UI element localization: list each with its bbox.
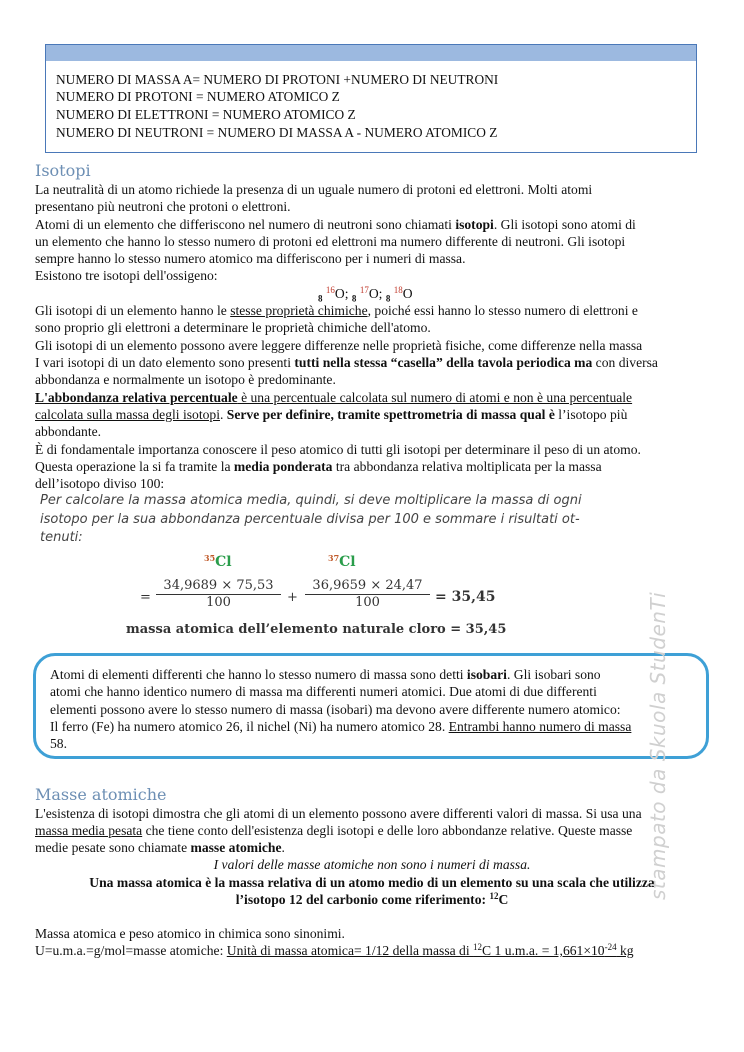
isobari-line-5: 58.	[50, 736, 67, 751]
element-symbol: Cl	[215, 554, 232, 570]
text-span: . Gli isotopi sono atomi di	[493, 217, 636, 232]
denominator: 100	[355, 595, 380, 610]
atomic-number: 8	[385, 293, 391, 304]
isotopi-paragraph-7a	[35, 389, 632, 406]
definition-electrons: NUMERO DI ELETTRONI = NUMERO ATOMICO Z	[56, 107, 356, 122]
isobari-line-2: atomi che hanno identico numero di massa ma differenti numeri atomici. Due atomi di due differenti	[50, 684, 597, 699]
underlined-phrase: è una percentuale calcolata sul numero di atomi e non è una percentuale	[237, 390, 633, 405]
figure-text-line-3: tenuti:	[40, 530, 83, 545]
underlined-phrase: Entrambi hanno numero di massa	[448, 719, 632, 734]
chlorine-35-label	[204, 554, 232, 570]
text-span: .	[281, 840, 285, 855]
isobari-line-1	[50, 666, 601, 683]
separator: ;	[344, 286, 349, 301]
numerator: 34,9689 × 75,53	[156, 578, 281, 595]
mass-number: 35	[204, 553, 216, 563]
text-span: Unità di massa atomica= 1/12 della massa di	[226, 943, 474, 958]
term-media-ponderata: media ponderata	[233, 459, 333, 474]
atomic-number: 8	[351, 293, 357, 304]
term-isotopi: isotopi	[455, 217, 494, 232]
masse-atomiche-heading: Masse atomiche	[35, 785, 167, 804]
separator: ;	[378, 286, 383, 301]
numerator: 36,9659 × 24,47	[305, 578, 430, 595]
element-symbol: O	[402, 286, 413, 301]
text-span: .	[219, 407, 227, 422]
text-span: l’isotopo più	[554, 407, 628, 422]
masse-italic-note: I valori delle masse atomiche non sono i numeri di massa.	[213, 857, 531, 872]
isotopi-paragraph-5: Gli isotopi di un elemento possono avere leggere differenze nelle proprietà fisiche, come differenze nella massa	[35, 338, 643, 353]
isotopi-paragraph-8: È di fondamentale importanza conoscere il peso atomico di tutti gli isotopi per determinare il peso di un atomo.	[35, 442, 641, 457]
isotopi-paragraph-4b: sono proprio gli elettroni a determinare le proprietà chimiche dell'atomo.	[35, 320, 431, 335]
masse-line-2	[35, 822, 632, 839]
fraction-chlorine-35	[156, 578, 281, 610]
element-symbol: O	[368, 286, 379, 301]
watermark	[646, 540, 686, 910]
element-symbol: O	[334, 286, 345, 301]
watermark-text: stampato da Skuola StudenTi	[646, 591, 670, 900]
isotopi-paragraph-2c: sempre hanno lo stesso numero atomico ma differiscono per i numeri di massa.	[35, 251, 466, 266]
text-span: C 1 u.m.a. = 1,661×10	[482, 943, 605, 958]
isotopi-paragraph-3: Esistono tre isotopi dell'ossigeno:	[35, 268, 218, 283]
isotopi-paragraph-1b: presentano più neutroni che protoni o elettroni.	[35, 199, 291, 214]
underlined-phrase: calcolata sulla massa degli isotopi	[35, 407, 220, 422]
masse-uma-line	[35, 942, 634, 959]
text-span: . Gli isobari sono	[506, 667, 601, 682]
mass-number: 12	[473, 942, 483, 952]
masse-synonyms: Massa atomica e peso atomico in chimica sono sinonimi.	[35, 926, 345, 941]
mass-number: 18	[393, 285, 403, 295]
figure-caption: massa atomica dell’elemento naturale cloro = 35,45	[126, 622, 507, 637]
text-span: Atomi di elementi differenti che hanno lo stesso numero di massa sono detti	[50, 667, 467, 682]
text-span: Atomi di un elemento che differiscono nel numero di neutroni sono chiamati	[35, 217, 456, 232]
equals-sign: =	[140, 590, 151, 605]
isotopi-paragraph-7b	[35, 406, 627, 423]
text-span: Il ferro (Fe) ha numero atomico 26, il nichel (Ni) ha numero atomico 28.	[50, 719, 449, 734]
isotopi-paragraph-9a	[35, 458, 602, 475]
term-isobari: isobari	[466, 667, 507, 682]
definitions-header-bar	[46, 45, 696, 61]
underlined-phrase: massa media pesata	[35, 823, 143, 838]
isotopi-paragraph-1a: La neutralità di un atomo richiede la presenza di un uguale numero di protoni ed elettroni. Molti atomi	[35, 182, 593, 197]
text-span: con diversa	[592, 355, 658, 370]
bold-phrase: tutti nella stessa “casella” della tavola periodica ma	[294, 355, 593, 370]
fraction-chlorine-37	[305, 578, 430, 610]
definition-mass-number: NUMERO DI MASSA A= NUMERO DI PROTONI +NUMERO DI NEUTRONI	[56, 72, 499, 87]
bold-phrase: Serve per definire, tramite spettrometria di massa qual è	[226, 407, 555, 422]
element-symbol: Cl	[339, 554, 356, 570]
masse-definition-line-1: Una massa atomica è la massa relativa di un atomo medio di un elemento su una scala che utilizza	[89, 875, 655, 890]
definition-neutrons: NUMERO DI NEUTRONI = NUMERO DI MASSA A - NUMERO ATOMICO Z	[56, 125, 498, 140]
isotopi-paragraph-7c: abbondante.	[35, 424, 102, 439]
isobari-line-3: elementi possono avere lo stesso numero di massa (isobari) ma devono avere differente numero atomico:	[50, 702, 621, 717]
text-span: U=u.m.a.=g/mol=masse atomiche:	[35, 943, 227, 958]
element-symbol: C	[498, 892, 509, 907]
isotopi-paragraph-9b: dell’isotopo diviso 100:	[35, 476, 165, 491]
masse-line-1: L'esistenza di isotopi dimostra che gli atomi di un elemento possono avere differenti valori di massa. Si usa una	[35, 806, 642, 821]
text-span: Questa operazione la si fa tramite la	[35, 459, 234, 474]
text-span: Gli isotopi di un elemento hanno le	[35, 303, 231, 318]
isotopi-paragraph-4a	[35, 302, 638, 319]
mass-number: 17	[359, 285, 369, 295]
term-masse-atomiche: masse atomiche	[190, 840, 282, 855]
isotopi-paragraph-6b: abbondanza e normalmente un isotopo è predominante.	[35, 372, 336, 387]
text-span: l’isotopo 12 del carbonio come riferimento:	[235, 892, 487, 907]
plus-sign: +	[287, 590, 298, 605]
text-span: I vari isotopi di un dato elemento sono presenti	[35, 355, 295, 370]
isotopi-paragraph-2b: un elemento che hanno lo stesso numero di protoni ed elettroni ma numero differente di neutroni. Gli isotopi	[35, 234, 626, 249]
denominator: 100	[206, 595, 231, 610]
masse-definition-line-2	[0, 891, 744, 908]
figure-text-line-1: Per calcolare la massa atomica media, quindi, si deve moltiplicare la massa di ogni	[40, 493, 582, 508]
definitions-box	[45, 44, 697, 153]
mass-number: 16	[325, 285, 335, 295]
text-span: kg	[616, 943, 634, 958]
isobari-line-4	[50, 718, 631, 735]
figure-text-line-2: isotopo per la sua abbondanza percentuale divisa per 100 e sommare i risultati ot-	[40, 512, 580, 527]
isotopi-heading: Isotopi	[35, 161, 91, 180]
chlorine-calculation-figure	[38, 490, 582, 640]
text-span: tra abbondanza relativa moltiplicata per la massa	[332, 459, 602, 474]
uma-definition	[227, 943, 634, 958]
text-span: medie pesate sono chiamate	[35, 840, 191, 855]
atomic-number: 8	[318, 293, 323, 304]
definition-protons: NUMERO DI PROTONI = NUMERO ATOMICO Z	[56, 89, 340, 104]
text-span: che tiene conto dell'esistenza degli isotopi e delle loro abbondanze relative. Queste masse	[142, 823, 633, 838]
masse-line-3	[35, 839, 285, 856]
mass-number: 37	[328, 553, 340, 563]
chlorine-37-label	[328, 554, 356, 570]
exponent: -24	[604, 942, 617, 952]
mass-number: 12	[489, 891, 499, 901]
isotopi-paragraph-2a	[35, 216, 636, 233]
underlined-phrase: stesse proprietà chimiche	[230, 303, 368, 318]
term-abbondanza-relativa: L'abbondanza relativa percentuale	[35, 390, 238, 405]
isotopi-paragraph-6a	[35, 354, 658, 371]
text-span: , poiché essi hanno lo stesso numero di elettroni e	[367, 303, 638, 318]
calculation-result: = 35,45	[435, 589, 496, 605]
